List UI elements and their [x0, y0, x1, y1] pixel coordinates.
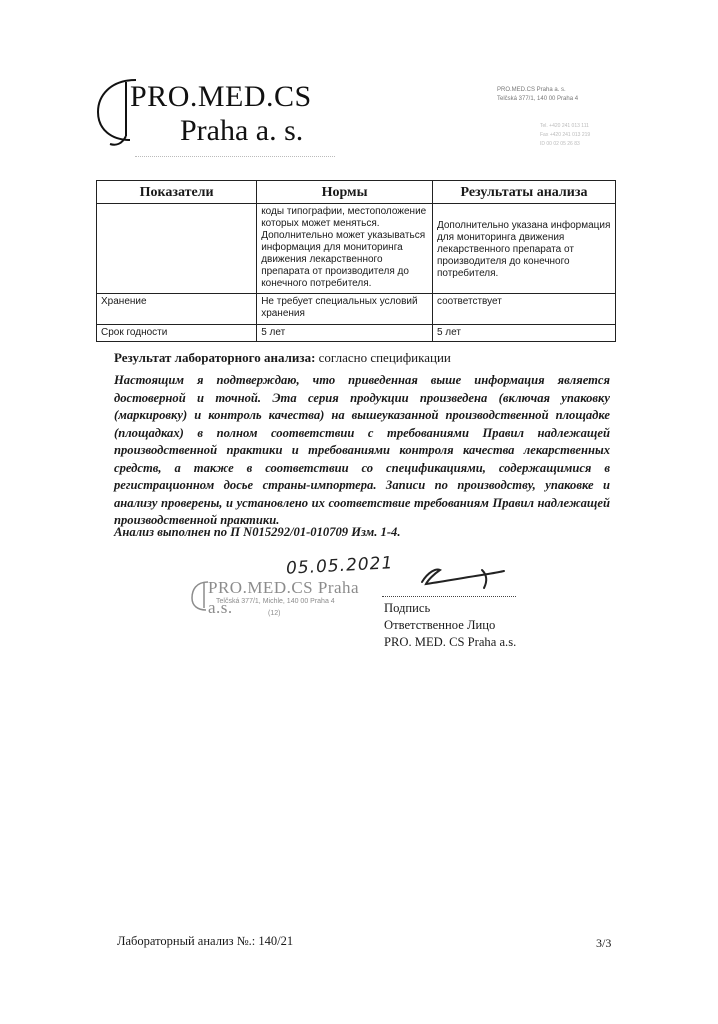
header-contacts	[540, 122, 630, 149]
header-indicator: Показатели	[97, 181, 257, 204]
specification-table	[96, 180, 616, 342]
header-address-line: PRO.MED.CS Praha a. s.	[497, 87, 566, 93]
header-address	[497, 86, 647, 104]
cell-result: Дополнительно указана информация для мониторинга движения лекарственного препарата от производителя до конечного потребителя.	[432, 204, 615, 294]
signer-company: PRO. MED. CS Praha a.s.	[384, 635, 517, 649]
table-row	[97, 294, 616, 325]
logo-text-line1: PRO.MED.CS	[130, 80, 312, 113]
header-contact-line: Fax +420 241 013 219	[540, 132, 591, 138]
footer-page-number: 3/3	[596, 936, 612, 950]
table-row	[97, 325, 616, 342]
stamp-name: PRO.MED.CS Praha a.s.	[208, 578, 360, 617]
lab-result-label: Результат лабораторного анализа:	[114, 350, 316, 365]
stamp-address: Telčská 377/1, Michle, 140 00 Praha 4	[216, 598, 335, 605]
table-row	[97, 204, 616, 294]
signer-block	[384, 600, 516, 651]
signature-line	[382, 596, 516, 597]
company-stamp	[190, 578, 380, 626]
cell-indicator: Хранение	[97, 294, 257, 325]
signature-label: Подпись	[384, 601, 431, 615]
confirmation-statement: Настоящим я подтверждаю, что приведенная выше информация является достоверной и точной. Эта серия продукции произведена (включая упаковку (маркировку) и контроль качества) на вышеуказанной производственной площадке (площадках) в полном соответствии с требованиями Правил надлежащей производственной практики и требованиями контроля качества лекарственных средств, а также в соответствии со спецификациями, содержащимися в регистрационном досье страны-импортера. Записи по производству, упаковке и анализу проверены, и установлено их соответствие требованиям Правил надлежащей производственной практики.	[114, 373, 610, 527]
cell-norm: коды типографии, местоположение которых может меняться. Дополнительно может указываться информация для мониторинга движения лекарственного препарата от производителя до конечного потребителя.	[257, 204, 433, 294]
analysis-note: Анализ выполнен по П N015292/01-010709 Изм. 1-4.	[114, 525, 401, 539]
signer-role: Ответственное Лицо	[384, 618, 496, 632]
cell-indicator: Срок годности	[97, 325, 257, 342]
cell-norm: 5 лет	[257, 325, 433, 342]
cell-result: соответствует	[432, 294, 615, 325]
header-result: Результаты анализа	[432, 181, 615, 204]
signature-date: 05.05.2021	[285, 553, 394, 579]
cell-norm: Не требует специальных условий хранения	[257, 294, 433, 325]
header-contact-line: ID 00 02 05 26 83	[540, 141, 580, 147]
header-norm: Нормы	[257, 181, 433, 204]
handwritten-signature	[418, 562, 508, 592]
cell-result: 5 лет	[432, 325, 615, 342]
lab-result-value: согласно спецификации	[318, 350, 451, 365]
company-logo	[96, 74, 336, 154]
header-contact-line: Tel. +420 241 013 111	[540, 123, 589, 129]
cell-indicator	[97, 204, 257, 294]
header-divider	[135, 156, 335, 159]
stamp-code: (12)	[268, 610, 281, 617]
header-address-line: Telčská 377/1, 140 00 Praha 4	[497, 96, 579, 102]
lab-result	[114, 350, 451, 366]
footer-analysis-number: Лабораторный анализ №.: 140/21	[117, 934, 294, 948]
logo-text-line2: Praha a. s.	[180, 114, 304, 147]
table-header-row	[97, 181, 616, 204]
